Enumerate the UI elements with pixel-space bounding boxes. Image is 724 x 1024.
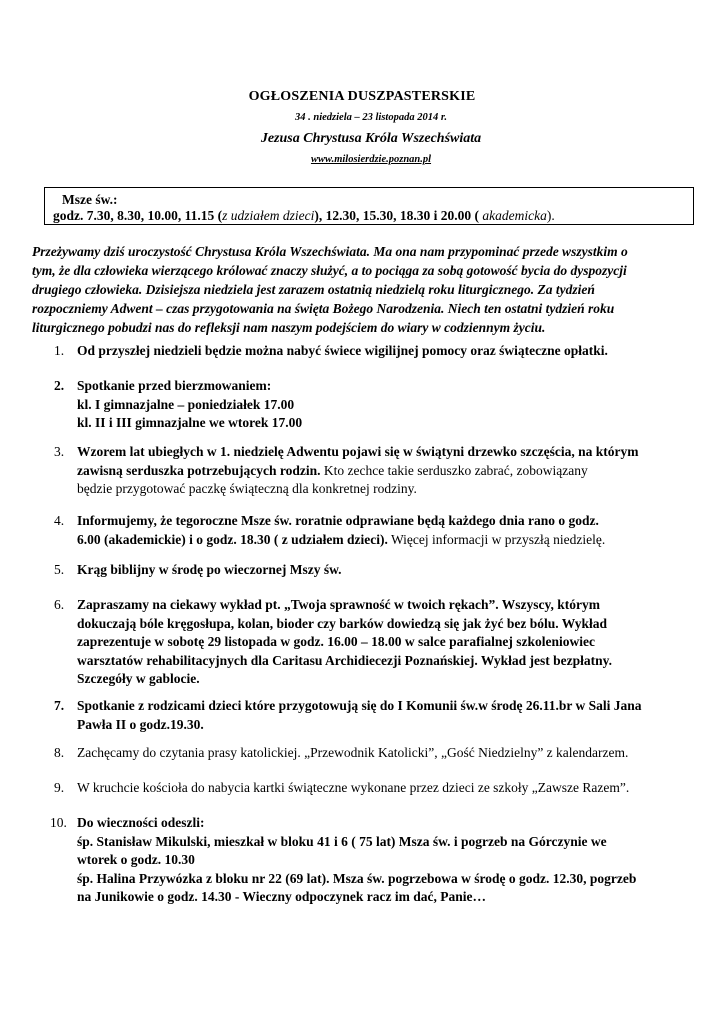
intro-line: liturgicznego pobudzi nas do refleksji nam naszym podejściem do wiary w codziennym życiu. — [32, 320, 546, 335]
item-line: zaprezentuje w sobotę 29 listopada w godz. 16.00 – 18.00 w salce parafialnej szkoleniowiec — [77, 634, 595, 649]
item-number: 9. — [54, 780, 65, 795]
mass-schedule-times: godz. 7.30, 8.30, 10.00, 11.15 (z udziałem dzieci), 12.30, 15.30, 18.30 i 20.00 ( akademicka). — [53, 208, 555, 223]
item-number: 3. — [54, 444, 65, 459]
mass-schedule-box — [44, 187, 694, 225]
item-line: Spotkanie z rodzicami dzieci które przygotowują się do I Komunii św.w środę 26.11.br w Sali Jana — [77, 698, 642, 713]
item-line: śp. Stanisław Mikulski, mieszkał w bloku 41 i 6 ( 75 lat) Msza św. i pogrzeb na Górczynie we — [77, 833, 607, 849]
item-number: 2. — [54, 378, 65, 393]
item-number: 1. — [54, 343, 65, 358]
item-line: Do wieczności odeszli: — [77, 815, 205, 830]
intro-line: Przeżywamy dziś uroczystość Chrystusa Króla Wszechświata. Ma ona nam przypominać przede wszystkim o — [32, 244, 628, 259]
item-line: 6.00 (akademickie) i o godz. 18.30 ( z udziałem dzieci). Więcej informacji w przyszłą niedzielę. — [77, 531, 606, 547]
document-title: OGŁOSZENIA DUSZPASTERSKIE — [248, 89, 476, 104]
feast-name: Jezusa Chrystusa Króla Wszechświata — [260, 131, 482, 146]
item-line: kl. I gimnazjalne – poniedziałek 17.00 — [77, 396, 295, 412]
item-line: W kruchcie kościoła do nabycia kartki świąteczne wykonane przez dzieci ze szkoły „Zawsze Razem”. — [77, 780, 630, 795]
item-number: 7. — [54, 698, 65, 713]
item-line: śp. Halina Przywózka z bloku nr 22 (69 lat). Msza św. pogrzebowa w środę o godz. 12.30, pogrzeb — [77, 870, 637, 886]
item-line: Szczegóły w gablocie. — [77, 671, 200, 686]
item-line: będzie przygotować paczkę świąteczną dla konkretnej rodziny. — [77, 481, 417, 496]
item-line: Informujemy, że tegoroczne Msze św. roratnie odprawiane będą każdego dnia rano o godz. — [77, 513, 599, 528]
website-link[interactable]: www.milosierdzie.poznan.pl — [310, 154, 432, 165]
item-line: Zapraszamy na ciekawy wykład pt. „Twoja sprawność w twoich rękach”. Wszyscy, którym — [77, 597, 600, 612]
intro-line: drugiego człowieka. Dzisiejsza niedziela jest zarazem ostatnią niedzielą roku liturgicznego. Za tydzień — [32, 282, 595, 297]
intro-line: rozpoczniemy Adwent – czas przygotowania na święta Bożego Narodzenia. Niech ten ostatni tydzień roku — [32, 301, 615, 316]
item-line: warsztatów rehabilitacyjnych dla Caritasu Archidiecezji Poznańskiej. Wykład jest bezpłatny. — [77, 652, 612, 668]
item-line: kl. II i III gimnazjalne we wtorek 17.00 — [77, 415, 303, 430]
item-number: 6. — [54, 597, 65, 612]
mass-schedule-heading: Msze św.: — [62, 192, 118, 207]
document-date: 34 . niedziela – 23 listopada 2014 r. — [295, 112, 447, 123]
item-number: 10. — [50, 815, 67, 830]
item-line: Pawła II o godz.19.30. — [77, 716, 204, 732]
item-line: Zachęcamy do czytania prasy katolickiej. „Przewodnik Katolicki”, „Gość Niedzielny” z kalendarzem. — [77, 745, 629, 760]
item-line: zawisną serduszka potrzebujących rodzin. Kto zechce takie serduszko zabrać, zobowiązany — [77, 462, 588, 478]
item-number: 8. — [54, 745, 65, 760]
item-line: Krąg biblijny w środę po wieczornej Mszy św. — [77, 562, 342, 577]
item-line: Spotkanie przed bierzmowaniem: — [77, 378, 272, 393]
item-line: na Junikowie o godz. 14.30 - Wieczny odpoczynek racz im dać, Panie… — [77, 889, 486, 904]
item-number: 5. — [54, 562, 65, 577]
item-number: 4. — [54, 513, 65, 528]
intro-line: tym, że dla człowieka wierzącego królować znaczy służyć, a to pociąga za sobą gotowość bycia do dyspozycji — [32, 263, 627, 278]
item-line: wtorek o godz. 10.30 — [77, 852, 195, 867]
item-line: dokuczają bóle kręgosłupa, kolan, bioder czy barków dowiedzą się jak żyć bez bólu. Wykład — [77, 615, 608, 631]
intro-paragraph — [32, 242, 694, 337]
item-line: Od przyszłej niedzieli będzie można nabyć świece wigilijnej pomocy oraz świąteczne opłatki. — [77, 343, 608, 358]
item-line: Wzorem lat ubiegłych w 1. niedzielę Adwentu pojawi się w świątyni drzewko szczęścia, na którym — [77, 444, 639, 459]
